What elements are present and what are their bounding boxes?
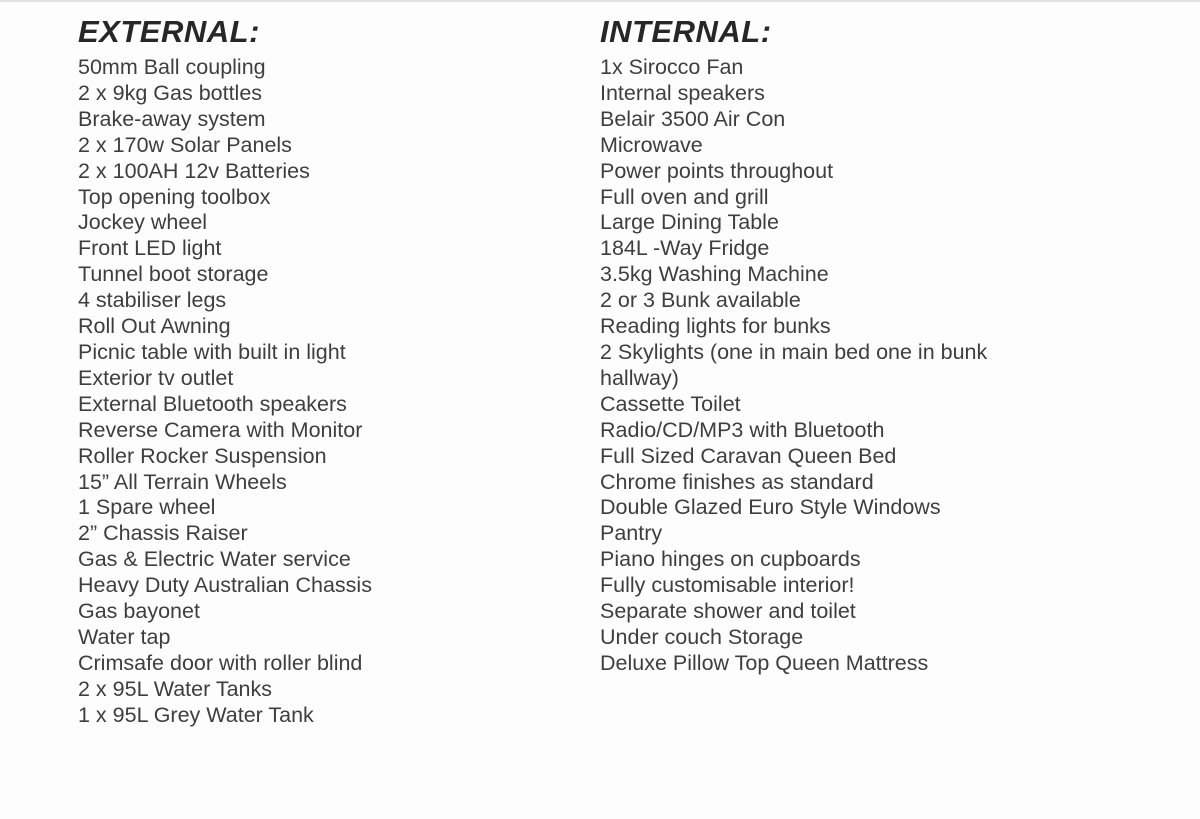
feature-item: Gas bayonet [78, 599, 200, 624]
feature-item: Reverse Camera with Monitor [78, 417, 363, 442]
feature-item: 2 x 170w Solar Panels [78, 132, 292, 157]
feature-item: Fully customisable interior! [600, 573, 855, 598]
feature-item: 2 x 9kg Gas bottles [78, 80, 263, 105]
feature-item: Brake-away system [78, 106, 266, 131]
feature-item: 15” All Terrain Wheels [78, 469, 287, 494]
feature-item: Chrome finishes as standard [600, 469, 874, 494]
feature-item: Belair 3500 Air Con [600, 106, 786, 131]
feature-item: Top opening toolbox [78, 184, 271, 209]
feature-item: 1 Spare wheel [78, 495, 216, 520]
feature-item: 4 stabiliser legs [78, 288, 227, 313]
feature-item: Tunnel boot storage [78, 262, 269, 287]
external-column [78, 14, 548, 729]
feature-item: Picnic table with built in light [78, 339, 346, 364]
feature-item: 2” Chassis Raiser [78, 521, 248, 546]
feature-item: Crimsafe door with roller blind [78, 650, 363, 675]
feature-item: Reading lights for bunks [600, 314, 831, 339]
feature-item: Roll Out Awning [78, 314, 231, 339]
feature-item: 1x Sirocco Fan [600, 55, 744, 79]
feature-item: External Bluetooth speakers [78, 391, 347, 416]
feature-item: Piano hinges on cupboards [600, 547, 861, 572]
feature-item: Exterior tv outlet [78, 365, 234, 390]
feature-item: 184L -Way Fridge [600, 236, 770, 261]
feature-item: Double Glazed Euro Style Windows [600, 495, 941, 520]
feature-item: 2 or 3 Bunk available [600, 288, 801, 313]
feature-item: Deluxe Pillow Top Queen Mattress [600, 650, 929, 675]
feature-item: Water tap [78, 624, 171, 649]
feature-item: Roller Rocker Suspension [78, 443, 327, 468]
external-heading: EXTERNAL: [78, 14, 260, 49]
feature-item: Separate shower and toilet [600, 599, 856, 624]
feature-item: 2 x 100AH 12v Batteries [78, 158, 310, 183]
feature-item: Internal speakers [600, 80, 765, 105]
feature-item: 50mm Ball coupling [78, 55, 266, 79]
internal-heading: INTERNAL: [600, 14, 772, 49]
feature-item: Front LED light [78, 236, 222, 261]
feature-item: Jockey wheel [78, 210, 208, 235]
feature-item: Full oven and grill [600, 184, 769, 209]
internal-feature-list [600, 55, 1052, 677]
feature-item: Gas & Electric Water service [78, 547, 351, 572]
internal-column [600, 14, 1052, 677]
feature-item: Microwave [600, 132, 703, 157]
feature-item: Radio/CD/MP3 with Bluetooth [600, 417, 885, 442]
feature-item: 1 x 95L Grey Water Tank [78, 702, 314, 727]
feature-item: 2 Skylights (one in main bed one in bunk hallway) [600, 339, 988, 390]
feature-item: Pantry [600, 521, 663, 546]
external-feature-list [78, 55, 548, 729]
feature-item: Large Dining Table [600, 210, 779, 235]
feature-item: Heavy Duty Australian Chassis [78, 573, 372, 598]
feature-item: 2 x 95L Water Tanks [78, 676, 272, 701]
feature-item: Cassette Toilet [600, 391, 741, 416]
feature-item: 3.5kg Washing Machine [600, 262, 829, 287]
feature-item: Under couch Storage [600, 624, 804, 649]
feature-item: Power points throughout [600, 158, 834, 183]
feature-item: Full Sized Caravan Queen Bed [600, 443, 897, 468]
